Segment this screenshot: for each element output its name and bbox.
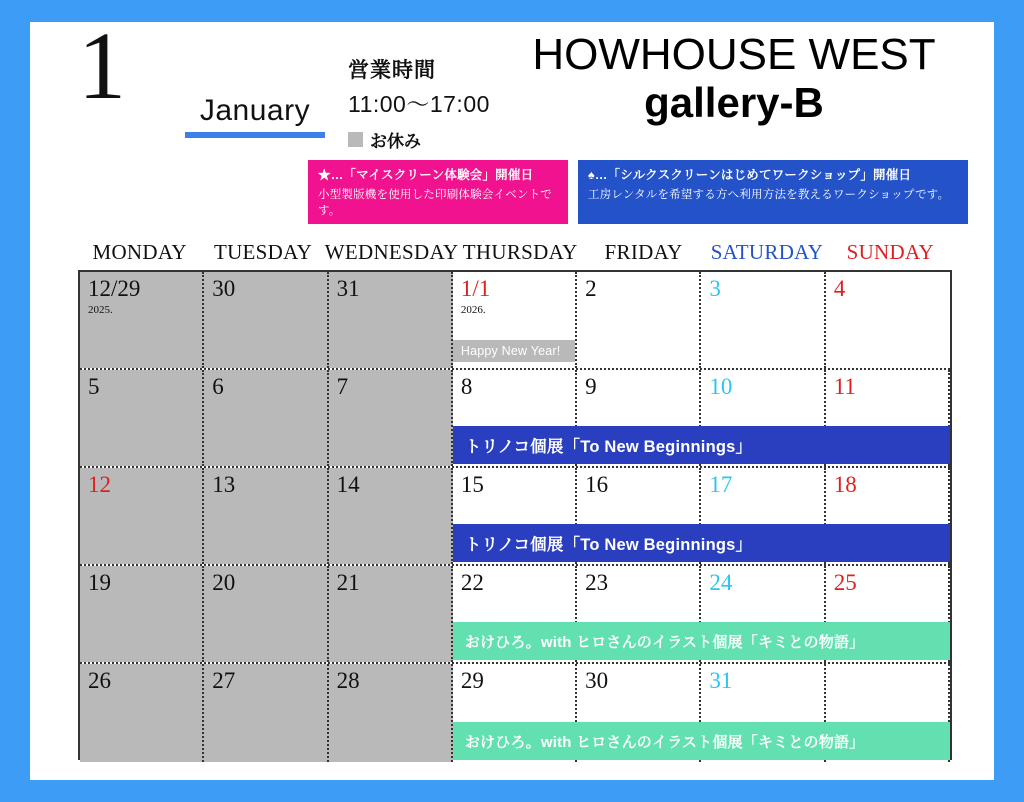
day-number: 17 (709, 472, 733, 497)
calendar-day-cell[interactable] (204, 468, 328, 564)
weekday-monday: MONDAY (92, 240, 187, 264)
year-note: 2025. (88, 304, 113, 316)
legend-myscreen (308, 160, 568, 224)
calendar-week-row (80, 468, 950, 566)
day-number: 27 (212, 668, 236, 693)
calendar-day-cell[interactable] (204, 664, 328, 762)
day-number: 18 (833, 472, 857, 497)
poster-header (30, 12, 994, 152)
calendar-day-cell[interactable] (80, 272, 204, 368)
day-number: 31 (709, 668, 733, 693)
calendar-day-cell[interactable] (329, 370, 453, 466)
event-bar[interactable]: おけひろ。with ヒロさんのイラスト個展「キミとの物語」 (453, 622, 950, 660)
legend-myscreen-desc: 小型製版機を使用した印刷体験会イベントです。 (318, 189, 552, 217)
day-number: 20 (212, 570, 236, 595)
gallery-title-block (474, 32, 994, 126)
day-number: 10 (709, 374, 733, 399)
event-bar[interactable]: おけひろ。with ヒロさんのイラスト個展「キミとの物語」 (453, 722, 950, 760)
calendar-day-cell[interactable] (80, 468, 204, 564)
month-name: January (199, 94, 311, 127)
day-number: 1/1 (460, 276, 491, 301)
opening-hours-label: 営業時間 (348, 59, 436, 82)
weekday-wednesday: WEDNESDAY (324, 240, 459, 264)
legend-silkscreen (578, 160, 968, 224)
day-number: 19 (88, 570, 111, 595)
day-number: 7 (336, 374, 349, 399)
closed-legend-label: お休み (370, 132, 421, 151)
closed-legend (348, 127, 490, 152)
day-number: 12/29 (88, 276, 141, 301)
day-number: 3 (709, 276, 721, 301)
calendar-day-cell[interactable] (204, 272, 328, 368)
new-year-note: Happy New Year! (453, 340, 575, 362)
legend-silkscreen-title: ♠…「シルクスクリーンはじめてワークショップ」開催日 (588, 168, 912, 182)
day-number: 28 (336, 668, 360, 693)
event-legend (308, 160, 968, 224)
legend-silkscreen-desc: 工房レンタルを希望する方へ利用方法を教えるワークショップです。 (588, 189, 950, 201)
calendar-week-row (80, 272, 950, 370)
calendar-grid (78, 270, 952, 760)
day-number: 4 (833, 276, 846, 301)
day-number: 2 (585, 276, 597, 301)
day-number: 14 (336, 472, 360, 497)
year-note: 2026. (460, 304, 486, 316)
calendar-day-cell[interactable] (329, 468, 453, 564)
weekday-sunday: SUNDAY (846, 240, 934, 264)
calendar-day-cell[interactable] (329, 272, 453, 368)
gallery-title: HOWHOUSE WEST (532, 30, 936, 79)
gallery-subtitle: gallery-B (644, 79, 824, 127)
weekday-header-row (78, 240, 952, 265)
event-bar[interactable]: トリノコ個展「To New Beginnings」 (453, 524, 950, 562)
day-number: 8 (460, 374, 473, 399)
weekday-friday: FRIDAY (604, 240, 683, 264)
calendar-day-cell[interactable] (80, 370, 204, 466)
calendar-day-cell[interactable] (453, 272, 577, 368)
day-number: 15 (460, 472, 484, 497)
day-number: 24 (709, 570, 733, 595)
opening-hours-time: 11:00〜17:00 (348, 91, 490, 117)
calendar-week-row (80, 664, 950, 762)
day-number: 12 (88, 472, 111, 497)
month-underline (185, 132, 325, 138)
weekday-thursday: THURSDAY (462, 240, 578, 264)
opening-hours-block (348, 54, 490, 152)
calendar-day-cell[interactable] (577, 272, 701, 368)
day-number: 25 (833, 570, 857, 595)
calendar-poster (30, 12, 994, 780)
day-number: 26 (88, 668, 111, 693)
calendar-day-cell[interactable] (826, 272, 950, 368)
calendar-day-cell[interactable] (329, 664, 453, 762)
calendar-day-cell[interactable] (329, 566, 453, 662)
weekday-saturday: SATURDAY (710, 240, 824, 264)
day-number: 22 (460, 570, 484, 595)
closed-swatch-icon (348, 132, 363, 147)
calendar-week-row (80, 370, 950, 468)
day-number: 6 (212, 374, 224, 399)
day-number: 31 (336, 276, 360, 301)
day-number: 30 (585, 668, 609, 693)
calendar-day-cell[interactable] (204, 370, 328, 466)
day-number: 16 (585, 472, 609, 497)
day-number: 9 (585, 374, 597, 399)
calendar-day-cell[interactable] (204, 566, 328, 662)
day-number: 30 (212, 276, 236, 301)
day-number: 13 (212, 472, 236, 497)
day-number: 23 (585, 570, 609, 595)
day-number: 21 (336, 570, 360, 595)
day-number: 29 (460, 668, 484, 693)
weekday-tuesday: TUESDAY (213, 240, 313, 264)
calendar-day-cell[interactable] (80, 566, 204, 662)
month-numeral: 1 (78, 12, 126, 119)
calendar-week-row (80, 566, 950, 664)
day-number: 5 (88, 374, 100, 399)
calendar-day-cell[interactable] (701, 272, 825, 368)
event-bar[interactable]: トリノコ個展「To New Beginnings」 (453, 426, 950, 464)
month-name-block (185, 94, 325, 138)
legend-myscreen-title: ★…「マイスクリーン体験会」開催日 (318, 168, 534, 182)
calendar-day-cell[interactable] (80, 664, 204, 762)
day-number: 11 (833, 374, 856, 399)
